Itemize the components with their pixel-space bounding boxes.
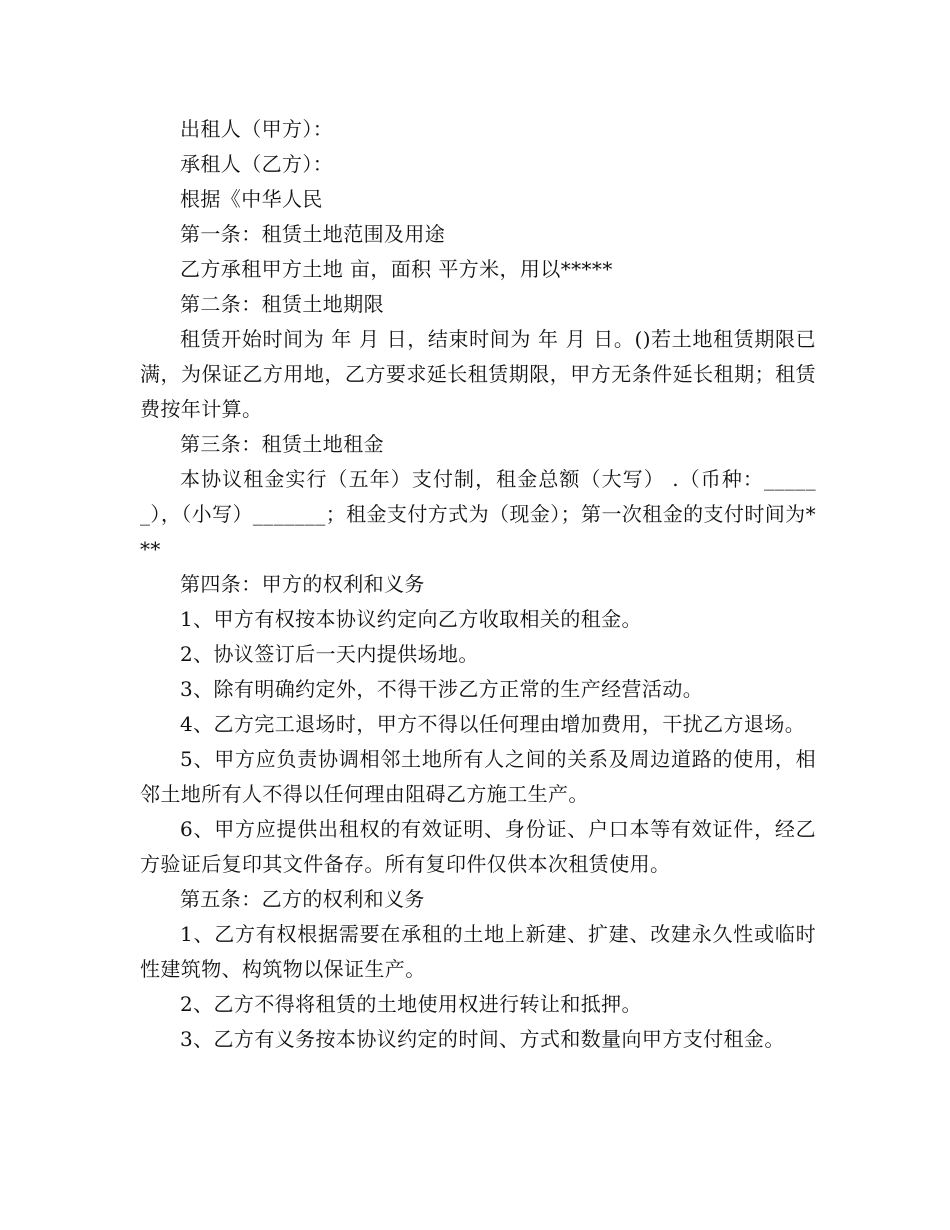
article-3-heading: 第三条：租赁土地租金 (180, 432, 384, 456)
article-4-item-1: 1、甲方有权按本协议约定向乙方收取相关的租金。 (180, 607, 642, 631)
article-2-heading: 第二条：租赁土地期限 (180, 292, 384, 316)
article-5-item-2: 2、乙方不得将租赁的土地使用权进行转让和抵押。 (180, 992, 642, 1016)
article-3-text: 本协议租金实行（五年）支付制，租金总额（大写） .（币种：______），（小写）_______；租金支付方式为（现金）；第一次租金的支付时间为*** (140, 467, 816, 561)
article-4-item-3: 3、除有明确约定外，不得干涉乙方正常的生产经营活动。 (180, 677, 704, 701)
article-4-item-5: 5、甲方应负责协调相邻土地所有人之间的关系及周边道路的使用，相邻土地所有人不得以任何理由阻碍乙方施工生产。 (140, 747, 816, 806)
article-5-item-1: 1、乙方有权根据需要在承租的土地上新建、扩建、改建永久性或临时性建筑物、构筑物以保证生产。 (140, 922, 816, 981)
article-4-item-4: 4、乙方完工退场时，甲方不得以任何理由增加费用，干扰乙方退场。 (180, 712, 806, 736)
document-body (140, 112, 816, 1057)
lessee-line: 承租人（乙方）： (180, 152, 334, 176)
article-4-heading: 第四条：甲方的权利和义务 (180, 572, 425, 596)
article-1-heading: 第一条：租赁土地范围及用途 (180, 222, 446, 246)
article-5-heading: 第五条：乙方的权利和义务 (180, 887, 425, 911)
legal-basis-line: 根据《中华人民 (180, 187, 323, 211)
article-4-item-2: 2、协议签订后一天内提供场地。 (180, 642, 479, 666)
article-5-item-3: 3、乙方有义务按本协议约定的时间、方式和数量向甲方支付租金。 (180, 1027, 785, 1051)
article-2-text: 租赁开始时间为 年 月 日，结束时间为 年 月 日。()若土地租赁期限已满，为保证乙方用地，乙方要求延长租赁期限，甲方无条件延长租期；租赁费按年计算。 (140, 327, 816, 421)
article-4-item-6: 6、甲方应提供出租权的有效证明、身份证、户口本等有效证件，经乙方验证后复印其文件备存。所有复印件仅供本次租赁使用。 (140, 817, 816, 876)
article-1-text: 乙方承租甲方土地 亩，面积 平方米，用以***** (180, 257, 613, 281)
lessor-line: 出租人（甲方）： (180, 117, 334, 141)
